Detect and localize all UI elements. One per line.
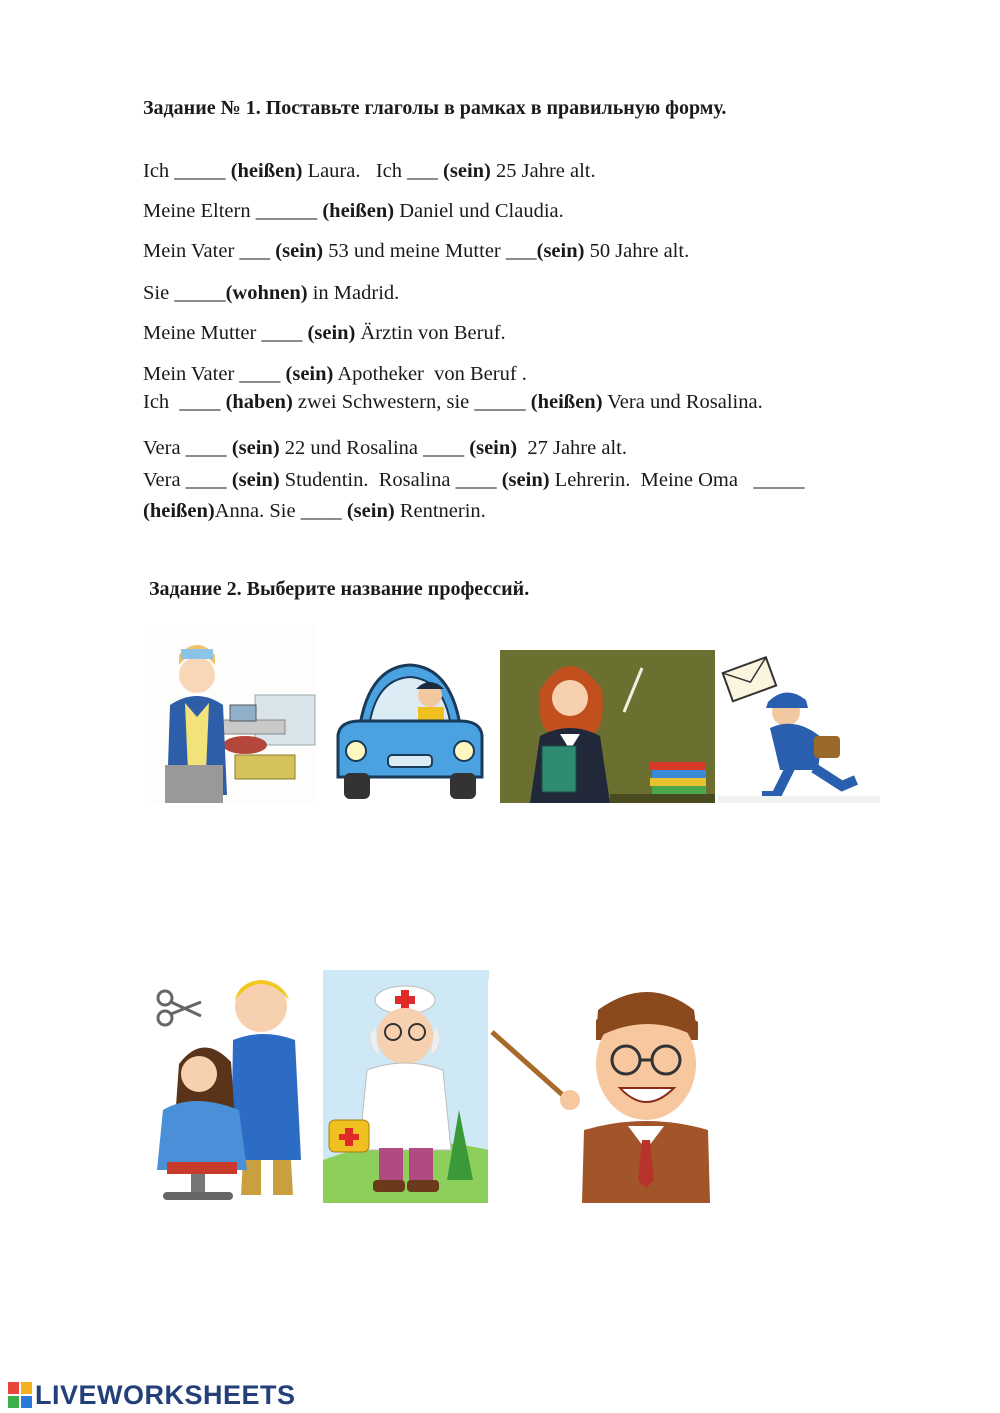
sentence-text: Studentin. Rosalina ____: [279, 469, 502, 491]
verb-hint: (sein): [536, 240, 585, 262]
exercise-line: [143, 500, 486, 523]
sentence-text: Meine Mutter ____: [143, 322, 308, 344]
sentence-text: Mein Vater ___: [143, 240, 276, 262]
exercise-line: [143, 363, 527, 386]
liveworksheets-wordmark: LIVEWORKSHEETS: [35, 1379, 296, 1410]
sentence-text: Daniel und Claudia.: [394, 200, 564, 222]
hairdresser-illustration: [143, 970, 321, 1203]
verb-hint: (heißen): [143, 500, 215, 522]
sentence-text: Lehrerin. Meine Oma _____: [549, 469, 805, 491]
sentence-text: 25 Jahre alt.: [490, 160, 596, 182]
sentence-text: 27 Jahre alt.: [517, 437, 627, 459]
verb-hint: (sein): [346, 500, 395, 522]
verb-hint: (sein): [469, 437, 518, 459]
task2-title: Задание 2. Выберите название профессий.: [149, 578, 530, 600]
teacher-man-illustration: [488, 980, 710, 1203]
sentence-text: Apotheker von Beruf .: [333, 363, 527, 385]
doctor-illustration: [323, 970, 489, 1203]
sentence-text: 50 Jahre alt.: [584, 240, 690, 262]
exercise-line: [143, 391, 763, 414]
sentence-text: in Madrid.: [307, 282, 400, 304]
verb-hint: (heißen): [230, 160, 303, 182]
postman-illustration: [718, 650, 880, 803]
exercise-line: [143, 469, 805, 492]
verb-hint: (sein): [275, 240, 324, 262]
verb-hint: (sein): [501, 469, 550, 491]
verb-hint: (sein): [443, 160, 491, 182]
verb-hint: (sein): [231, 437, 280, 459]
verb-hint: (wohnen): [225, 282, 308, 304]
verb-hint: (sein): [285, 363, 334, 385]
verb-hint: (sein): [231, 469, 280, 491]
teacher-woman-illustration: [500, 650, 715, 803]
sentence-text: Meine Eltern ______: [143, 200, 323, 222]
task1-title: Задание № 1. Поставьте глаголы в рамках в правильную форму.: [143, 97, 727, 119]
sentence-text: Ich ____: [143, 391, 226, 413]
sentence-text: Laura. Ich ___: [302, 160, 444, 182]
verb-hint: (heißen): [530, 391, 603, 413]
exercise-line: [143, 240, 689, 263]
driver-illustration: [330, 655, 490, 803]
sentence-text: zwei Schwestern, sie _____: [292, 391, 531, 413]
sentence-text: Mein Vater ____: [143, 363, 286, 385]
exercise-line: [143, 200, 564, 223]
sentence-text: Vera und Rosalina.: [602, 391, 763, 413]
liveworksheets-brand: [8, 1380, 296, 1410]
sentence-text: 53 und meine Mutter ___: [323, 240, 537, 262]
sentence-text: Vera ____: [143, 469, 232, 491]
verb-hint: (sein): [307, 322, 356, 344]
sentence-text: Sie _____: [143, 282, 226, 304]
exercise-line: [143, 437, 627, 460]
exercise-line: [143, 282, 399, 305]
verb-hint: (heißen): [322, 200, 395, 222]
sentence-text: Ich _____: [143, 160, 231, 182]
exercise-line: [143, 160, 596, 183]
liveworksheets-logo-icon: [8, 1382, 32, 1408]
saleswoman-illustration: [145, 625, 317, 803]
sentence-text: Rentnerin.: [394, 500, 486, 522]
sentence-text: Vera ____: [143, 437, 232, 459]
sentence-text: Anna. Sie ____: [214, 500, 347, 522]
exercise-line: [143, 322, 506, 345]
verb-hint: (haben): [225, 391, 293, 413]
sentence-text: Ärztin von Beruf.: [355, 322, 506, 344]
sentence-text: 22 und Rosalina ____: [279, 437, 470, 459]
